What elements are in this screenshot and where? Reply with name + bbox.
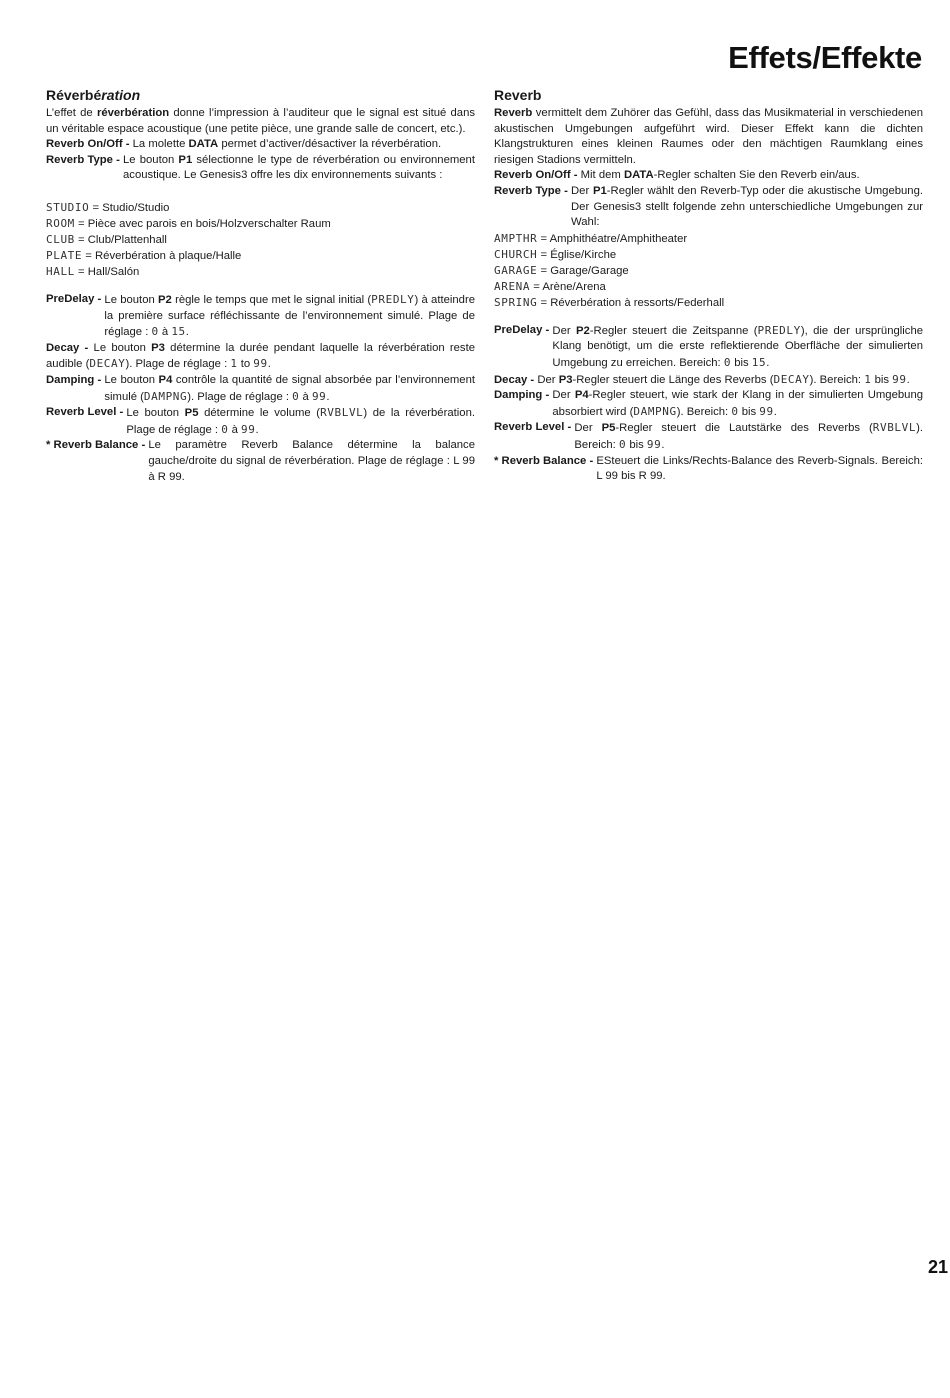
fr-decay-term: Decay - <box>46 341 94 354</box>
de-damping <box>494 388 923 420</box>
fr-predelay <box>46 292 475 341</box>
lcd-value: 99 <box>311 389 327 403</box>
de-balance-term: * Reverb Balance - <box>494 454 597 467</box>
fr-predelay-bold: P2 <box>158 293 172 306</box>
lcd-label: CHURCH <box>494 247 538 261</box>
german-column <box>494 86 923 485</box>
de-predelay-text-2: -Regler steuert die Zeitspanne ( <box>589 324 758 337</box>
lcd-label: DAMPNG <box>143 389 188 403</box>
fr-damping <box>46 373 475 405</box>
fr-predelay-text-2: règle le temps que met le signal initial ( <box>171 293 372 306</box>
fr-reverb-onoff <box>46 137 475 153</box>
fr-heading-part-b: ration <box>101 87 141 103</box>
list-item <box>494 247 923 263</box>
de-reverb-onoff <box>494 168 923 184</box>
fr-type-term: Reverb Type - <box>46 153 124 166</box>
fr-type-bold: P1 <box>178 153 193 166</box>
de-damping-bold: P4 <box>574 389 589 402</box>
de-decay-text-5: . <box>906 373 910 386</box>
list-item-text: = Garage/Garage <box>537 264 629 277</box>
fr-damping-text-4: à <box>299 390 312 403</box>
de-damping-term: Damping - <box>494 389 553 402</box>
lcd-label: DECAY <box>89 357 126 371</box>
lcd-value: 1 <box>230 357 238 371</box>
list-item <box>494 279 923 295</box>
lcd-label: DECAY <box>773 372 810 386</box>
lcd-value: 0 <box>723 355 732 369</box>
fr-damping-text-3: ). Plage de réglage : <box>187 390 293 403</box>
de-decay-bold: P3 <box>558 373 573 386</box>
de-type-text-2: -Regler wählt den Reverb-Typ oder die akustische Umgebung. Der Genesis3 stellt folgende zehn unterschiedliche Umgebungen zur Wahl: <box>571 184 923 229</box>
de-reverb-type <box>494 184 923 231</box>
lcd-label: RVBLVL <box>320 406 364 420</box>
fr-predelay-text-4: à <box>158 326 172 339</box>
de-level-text-4: bis <box>626 438 647 451</box>
fr-level-text-4: à <box>228 423 242 436</box>
fr-predelay-definition <box>104 292 475 341</box>
lcd-label: AMPTHR <box>494 231 538 245</box>
fr-damping-bold: P4 <box>158 373 173 386</box>
lcd-value: 1 <box>864 372 872 386</box>
fr-type-text-1: Le bouton <box>123 153 179 166</box>
de-predelay-text-4: bis <box>731 356 752 369</box>
fr-decay <box>46 341 475 373</box>
de-intro-bold: Reverb <box>494 107 533 119</box>
de-decay-text-3: ). Bereich: <box>809 373 865 386</box>
de-predelay-definition <box>552 323 923 372</box>
fr-level-text-5: . <box>255 423 259 436</box>
fr-decay-text-3: ). Plage de réglage : <box>125 358 231 371</box>
de-decay-text-4: bis <box>871 373 893 386</box>
fr-heading-part-a: Réverbé <box>46 87 102 103</box>
fr-reverb-balance <box>46 438 475 485</box>
list-item <box>494 295 923 311</box>
list-item-text: = Réverbération à plaque/Halle <box>82 249 242 262</box>
fr-onoff-term: Reverb On/Off - <box>46 138 133 151</box>
fr-predelay-text-3: ) à atteindre la première surface réfléchissante de l’environnement simulé. Plage de réglage : <box>104 293 476 339</box>
lcd-label: CLUB <box>46 232 75 246</box>
fr-predelay-text-1: Le bouton <box>104 293 159 306</box>
de-section-heading: Reverb <box>494 87 542 103</box>
fr-intro-text-1: L’effet de <box>46 107 97 119</box>
fr-intro-paragraph <box>46 106 475 137</box>
fr-type-definition <box>123 153 475 184</box>
de-onoff-text-1: Mit dem <box>580 169 624 182</box>
lcd-value: 0 <box>151 325 159 339</box>
de-level-term: Reverb Level - <box>494 421 575 434</box>
de-predelay-text-5: . <box>766 356 770 369</box>
lcd-label: PREDLY <box>757 323 801 337</box>
lcd-label: STUDIO <box>46 200 90 214</box>
lcd-label: DAMPNG <box>633 404 677 418</box>
de-balance-definition: ESteuert die Links/Rechts-Balance des Reverb-Signals. Bereich: L 99 bis R 99. <box>596 454 923 483</box>
fr-damping-text-5: . <box>326 390 330 403</box>
de-type-term: Reverb Type - <box>494 184 572 197</box>
de-damping-text-1: Der <box>552 389 575 402</box>
list-item-text: = Église/Kirche <box>537 248 617 261</box>
de-predelay <box>494 323 923 372</box>
de-damping-definition <box>552 388 923 420</box>
lcd-value: 99 <box>253 357 268 371</box>
french-column <box>46 86 475 485</box>
fr-predelay-term: PreDelay - <box>46 292 105 305</box>
list-item-text: = Hall/Salón <box>74 265 140 278</box>
fr-damping-text-2: contrôle la quantité de signal absorbée par l’environnement simulé ( <box>104 373 475 403</box>
fr-balance-term: * Reverb Balance - <box>46 439 149 452</box>
lcd-label: PREDLY <box>371 292 415 306</box>
fr-intro-bold: réverbération <box>96 107 170 119</box>
de-decay-term: Decay - <box>494 373 538 386</box>
de-damping-text-4: bis <box>738 405 760 418</box>
fr-decay-bold: P3 <box>151 341 165 354</box>
lcd-value: 0 <box>731 404 739 418</box>
list-item-text: = Pièce avec parois en bois/Holzverschalter Raum <box>74 217 331 230</box>
fr-type-text-2: sélectionne le type de réverbération ou environnement acoustique. Le Genesis3 offre les dix environnements suivants : <box>123 153 475 182</box>
lcd-value: 99 <box>892 372 907 386</box>
lcd-label: PLATE <box>46 248 83 262</box>
page-title: Effets/Effekte <box>728 40 922 75</box>
list-item-text: = Arène/Arena <box>530 280 606 293</box>
list-item <box>494 231 923 247</box>
de-intro-text: vermittelt dem Zuhörer das Gefühl, dass das Musikmaterial in verschiedenen akustischen Umgebungen aufgeführt wird. Dieser Effekt kann die dichten Klangstrukturen eines kleinen Raumes oder den mächtigen Raumklang eines riesigen Stadions vermitteln. <box>494 107 923 166</box>
de-intro-paragraph <box>494 106 923 168</box>
fr-decay-text-1: Le bouton <box>93 341 152 354</box>
de-predelay-bold: P2 <box>575 324 590 337</box>
fr-onoff-text-1: La molette <box>132 138 189 151</box>
de-onoff-term: Reverb On/Off - <box>494 169 581 182</box>
list-item <box>46 200 475 216</box>
fr-level-text-3: ) de la réverbération. Plage de réglage : <box>126 407 475 436</box>
list-item-text: = Réverbération à ressorts/Federhall <box>537 296 725 309</box>
de-onoff-bold: DATA <box>623 169 654 182</box>
de-level-text-3: ). Bereich: <box>574 422 924 451</box>
fr-level-definition <box>126 405 475 438</box>
list-item-text: = Club/Plattenhall <box>74 233 167 246</box>
de-predelay-text-3: ), die der ursprüngliche Klang benötigt, um die erste reflektierende Oberfläche der simulierten Umgebung zu erreichen. Bereich: <box>552 324 924 369</box>
de-decay <box>494 372 923 389</box>
fr-level-text-2: détermine le volume ( <box>198 407 321 420</box>
fr-damping-definition <box>104 373 475 405</box>
lcd-value: 15 <box>751 355 767 369</box>
de-level-definition <box>574 420 923 453</box>
lcd-value: 0 <box>292 389 300 403</box>
list-item <box>494 263 923 279</box>
de-onoff-text-2: -Regler schalten Sie den Reverb ein/aus. <box>653 169 860 182</box>
lcd-value: 99 <box>241 422 256 436</box>
lcd-value: 99 <box>646 437 662 451</box>
lcd-label: ROOM <box>46 216 75 230</box>
list-item <box>46 216 475 232</box>
fr-intro-text-2: donne l’impression à l’auditeur que le signal est situé dans un véritable espace acoustique (une petite pièce, une grande salle de concert, etc.). <box>46 107 475 135</box>
de-decay-text-2: -Regler steuert die Länge des Reverbs ( <box>572 373 774 386</box>
lcd-label: RVBLVL <box>872 421 917 435</box>
fr-decay-text-4: to <box>237 358 254 371</box>
fr-predelay-text-5: . <box>185 326 189 339</box>
fr-section-heading <box>46 86 475 105</box>
lcd-value: 0 <box>221 422 229 436</box>
fr-level-term: Reverb Level - <box>46 406 127 419</box>
fr-onoff-bold: DATA <box>188 138 219 151</box>
de-damping-text-3: ). Bereich: <box>676 405 732 418</box>
list-item <box>46 232 475 248</box>
lcd-value: 15 <box>171 325 186 339</box>
de-damping-text-2: -Regler steuert, wie stark der Klang in der simulierten Umgebung absorbiert wird ( <box>552 389 924 418</box>
de-type-bold: P1 <box>592 184 607 197</box>
lcd-label: ARENA <box>494 279 531 293</box>
fr-onoff-text-2: permet d’activer/désactiver la réverbération. <box>218 138 442 151</box>
fr-balance-definition: Le paramètre Reverb Balance détermine la balance gauche/droite du signal de réverbération. Plage de réglage : L 99 à R 99. <box>148 439 475 483</box>
lcd-label: GARAGE <box>494 263 538 277</box>
de-damping-text-5: . <box>773 405 777 418</box>
de-type-text-1: Der <box>571 184 593 197</box>
list-item <box>46 264 475 280</box>
fr-reverb-type <box>46 153 475 184</box>
page-number: 21 <box>927 1257 948 1277</box>
fr-reverb-level <box>46 405 475 438</box>
lcd-value: 0 <box>618 437 627 451</box>
de-level-text-5: . <box>661 438 665 451</box>
fr-damping-term: Damping - <box>46 373 105 386</box>
de-level-text-2: -Regler steuert die Lautstärke des Reverbs ( <box>615 422 873 435</box>
list-item <box>46 248 475 264</box>
de-reverb-balance <box>494 454 923 485</box>
lcd-label: SPRING <box>494 295 538 309</box>
list-item-text: = Amphithéatre/Amphitheater <box>537 232 688 245</box>
lcd-value: 99 <box>759 404 774 418</box>
list-item-text: = Studio/Studio <box>89 201 170 214</box>
fr-level-text-1: Le bouton <box>126 407 185 420</box>
lcd-label: HALL <box>46 264 75 278</box>
de-type-definition <box>571 184 923 231</box>
fr-reverb-types-list <box>46 200 475 280</box>
de-predelay-term: PreDelay - <box>494 323 553 336</box>
fr-decay-text-2: détermine la durée pendant laquelle la réverbération reste audible ( <box>46 341 475 371</box>
de-level-bold: P5 <box>601 422 616 435</box>
de-reverb-types-list <box>494 231 923 311</box>
fr-damping-text-1: Le bouton <box>104 373 159 386</box>
de-decay-text-1: Der <box>537 373 559 386</box>
de-level-text-1: Der <box>574 422 602 435</box>
de-predelay-text-1: Der <box>552 324 576 337</box>
de-reverb-level <box>494 420 923 453</box>
fr-level-bold: P5 <box>184 407 199 420</box>
fr-decay-text-5: . <box>267 358 271 371</box>
